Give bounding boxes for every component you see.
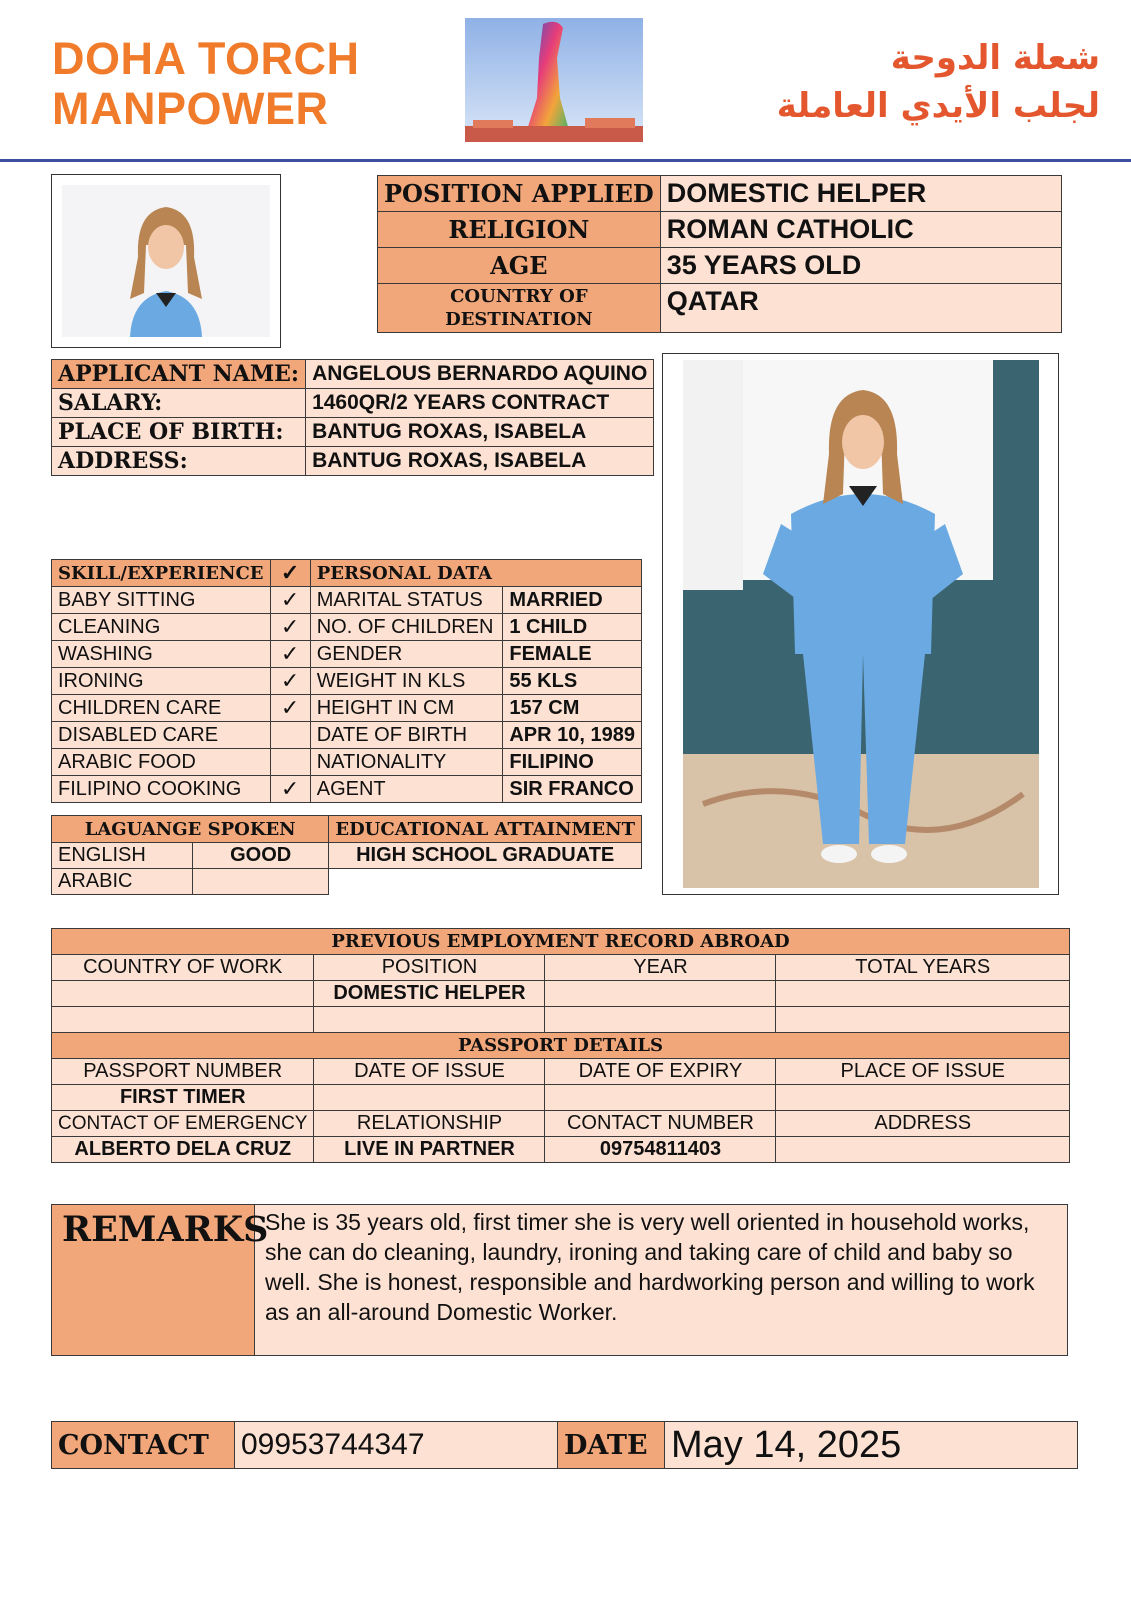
skill-name: FILIPINO COOKING (52, 776, 271, 803)
employment-cell (776, 1007, 1070, 1033)
language-name: ARABIC (52, 869, 193, 895)
skill-experience-header: SKILL/EXPERIENCE (52, 560, 271, 587)
position-row (378, 176, 1062, 212)
employment-cell (314, 1007, 545, 1033)
passport-details-header: PASSPORT DETAILS (52, 1033, 1070, 1059)
column-header: POSITION (314, 955, 545, 981)
place-of-birth-value: BANTUG ROXAS, ISABELA (306, 418, 654, 447)
destination-value: QATAR (660, 284, 1061, 333)
personal-field: DATE OF BIRTH (310, 722, 503, 749)
date-of-issue-value (314, 1085, 545, 1111)
skill-name: WASHING (52, 641, 271, 668)
skill-name: BABY SITTING (52, 587, 271, 614)
personal-field: GENDER (310, 641, 503, 668)
full-body-image (663, 354, 1058, 894)
column-header: YEAR (545, 955, 776, 981)
employment-row (52, 981, 1070, 1007)
remarks-box (51, 1204, 1068, 1356)
age-row (378, 248, 1062, 284)
empty-cell (329, 869, 642, 895)
column-header: DATE OF ISSUE (314, 1059, 545, 1085)
skill-row (52, 587, 642, 614)
column-header: PASSPORT NUMBER (52, 1059, 314, 1085)
torch-tower-logo (465, 18, 643, 142)
position-applied-label: POSITION APPLIED (378, 176, 661, 212)
checkmark-icon (270, 722, 310, 749)
address-value: BANTUG ROXAS, ISABELA (306, 447, 654, 476)
employment-cell (776, 981, 1070, 1007)
applicant-name-row (52, 360, 654, 389)
date-of-expiry-value (545, 1085, 776, 1111)
date-label: DATE (558, 1422, 665, 1469)
personal-value: MARRIED (503, 587, 642, 614)
contact-date-row (52, 1422, 1078, 1469)
column-header: RELATIONSHIP (314, 1111, 545, 1137)
applicant-name-value: ANGELOUS BERNARDO AQUINO (306, 360, 654, 389)
destination-row (378, 284, 1062, 333)
skills-personal-table (51, 559, 642, 803)
column-header: DATE OF EXPIRY (545, 1059, 776, 1085)
religion-row (378, 212, 1062, 248)
contact-value: 09953744347 (235, 1422, 558, 1469)
language-education-table (51, 815, 642, 895)
checkmark-icon: ✓ (270, 614, 310, 641)
religion-value: ROMAN CATHOLIC (660, 212, 1061, 248)
employment-cell (52, 981, 314, 1007)
column-header: TOTAL YEARS (776, 955, 1070, 981)
employment-columns-row (52, 955, 1070, 981)
personal-value: FEMALE (503, 641, 642, 668)
date-value: May 14, 2025 (665, 1422, 1078, 1469)
education-value: HIGH SCHOOL GRADUATE (329, 843, 642, 869)
contact-label: CONTACT (52, 1422, 235, 1469)
skill-name: ARABIC FOOD (52, 749, 271, 776)
emergency-relationship: LIVE IN PARTNER (314, 1137, 545, 1163)
remarks-text: She is 35 years old, first timer she is very well oriented in household works, she can do cleaning, laundry, ironing and taking care of child and baby so well. She is honest, responsible and hardworking person and willing to work as an all-around Domestic Worker. (265, 1209, 1035, 1325)
personal-value: 55 KLS (503, 668, 642, 695)
employment-cell (52, 1007, 314, 1033)
destination-label: COUNTRY OF DESTINATION (378, 284, 661, 333)
checkmark-icon: ✓ (270, 668, 310, 695)
employment-cell: DOMESTIC HELPER (314, 981, 545, 1007)
personal-field: NATIONALITY (310, 749, 503, 776)
language-header-row (52, 816, 642, 843)
language-spoken-header: LAGUANGE SPOKEN (52, 816, 329, 843)
employment-cell (545, 1007, 776, 1033)
previous-employment-header: PREVIOUS EMPLOYMENT RECORD ABROAD (52, 929, 1070, 955)
header-divider (0, 159, 1131, 162)
salary-value: 1460QR/2 YEARS CONTRACT (306, 389, 654, 418)
skill-row (52, 614, 642, 641)
checkmark-icon: ✓ (270, 695, 310, 722)
column-header: PLACE OF ISSUE (776, 1059, 1070, 1085)
personal-value: 157 CM (503, 695, 642, 722)
passport-number-value: FIRST TIMER (52, 1085, 314, 1111)
column-header: ADDRESS (776, 1111, 1070, 1137)
personal-data-header: PERSONAL DATA (310, 560, 641, 587)
skill-name: DISABLED CARE (52, 722, 271, 749)
emergency-contact-name: ALBERTO DELA CRUZ (52, 1137, 314, 1163)
language-level: GOOD (193, 843, 329, 869)
address-row (52, 447, 654, 476)
employment-cell (545, 981, 776, 1007)
passport-columns-row (52, 1059, 1070, 1085)
company-name-english: DOHA TORCH MANPOWER (52, 33, 360, 134)
skill-row (52, 749, 642, 776)
age-label: AGE (378, 248, 661, 284)
salary-row (52, 389, 654, 418)
personal-value: SIR FRANCO (503, 776, 642, 803)
position-table (377, 175, 1062, 333)
personal-value: FILIPINO (503, 749, 642, 776)
skills-header-row (52, 560, 642, 587)
column-header: COUNTRY OF WORK (52, 955, 314, 981)
personal-field: NO. OF CHILDREN (310, 614, 503, 641)
applicant-name-label: APPLICANT NAME: (52, 360, 306, 389)
age-value: 35 YEARS OLD (660, 248, 1061, 284)
employment-row (52, 1007, 1070, 1033)
position-applied-value: DOMESTIC HELPER (660, 176, 1061, 212)
emergency-columns-row (52, 1111, 1070, 1137)
personal-field: MARITAL STATUS (310, 587, 503, 614)
passport-values-row (52, 1085, 1070, 1111)
language-row (52, 869, 642, 895)
applicant-full-body-photo (662, 353, 1059, 895)
address-label: ADDRESS: (52, 447, 306, 476)
checkmark-icon: ✓ (270, 560, 310, 587)
checkmark-icon (270, 749, 310, 776)
place-of-issue-value (776, 1085, 1070, 1111)
personal-field: HEIGHT IN CM (310, 695, 503, 722)
emergency-contact-number: 09754811403 (545, 1137, 776, 1163)
employment-header-row (52, 929, 1070, 955)
emergency-values-row (52, 1137, 1070, 1163)
place-of-birth-label: PLACE OF BIRTH: (52, 418, 306, 447)
skill-row (52, 695, 642, 722)
religion-label: RELIGION (378, 212, 661, 248)
employment-passport-table (51, 928, 1070, 1163)
emergency-address (776, 1137, 1070, 1163)
language-name: ENGLISH (52, 843, 193, 869)
skill-row (52, 776, 642, 803)
skill-row (52, 641, 642, 668)
applicant-table (51, 359, 654, 476)
checkmark-icon: ✓ (270, 776, 310, 803)
language-level (193, 869, 329, 895)
checkmark-icon: ✓ (270, 641, 310, 668)
skill-row (52, 668, 642, 695)
skill-name: CLEANING (52, 614, 271, 641)
passport-header-row (52, 1033, 1070, 1059)
language-row (52, 843, 642, 869)
contact-date-table (51, 1421, 1078, 1469)
skill-name: CHILDREN CARE (52, 695, 271, 722)
remarks-label: REMARKS (52, 1205, 255, 1355)
salary-label: SALARY: (52, 389, 306, 418)
skill-name: IRONING (52, 668, 271, 695)
educational-attainment-header: EDUCATIONAL ATTAINMENT (329, 816, 642, 843)
personal-value: APR 10, 1989 (503, 722, 642, 749)
skill-row (52, 722, 642, 749)
applicant-headshot (51, 174, 281, 348)
company-name-arabic: شعلة الدوحة لجلب الأيدي العاملة (776, 38, 1100, 126)
personal-field: WEIGHT IN KLS (310, 668, 503, 695)
checkmark-icon: ✓ (270, 587, 310, 614)
column-header: CONTACT NUMBER (545, 1111, 776, 1137)
column-header: CONTACT OF EMERGENCY (52, 1111, 314, 1137)
headshot-image (52, 175, 280, 347)
place-of-birth-row (52, 418, 654, 447)
personal-value: 1 CHILD (503, 614, 642, 641)
personal-field: AGENT (310, 776, 503, 803)
